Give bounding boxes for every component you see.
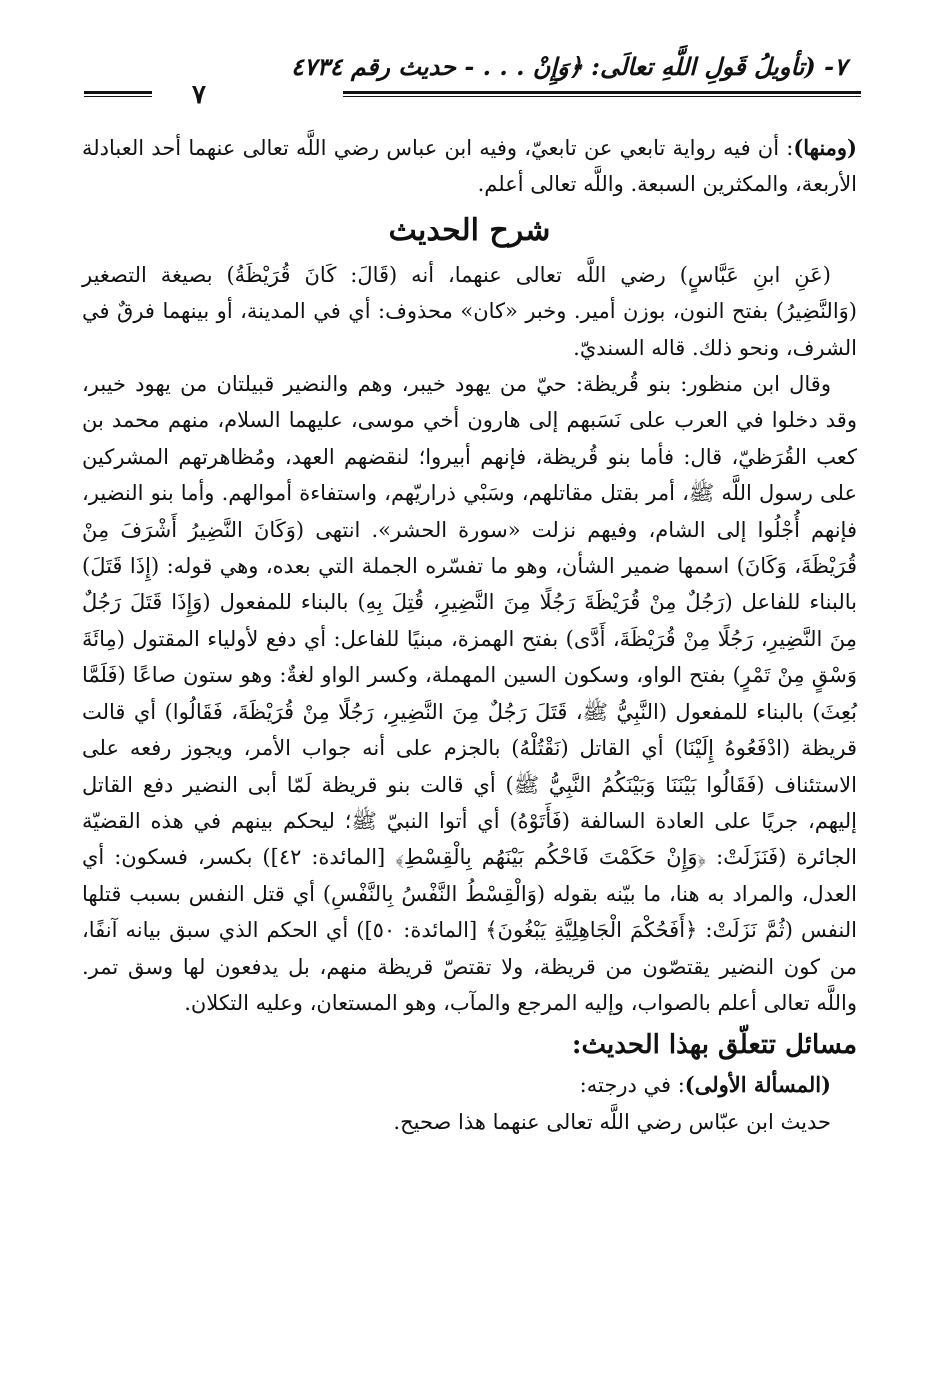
- sharh-paragraph-1: (عَنِ ابنِ عَبَّاسٍ) رضي اللَّه تعالى عنهما، أنه (قَالَ: كَانَ قُرَيْظَةُ) بصيغة التصغير (وَالنَّضِيرُ) بفتح النون، بوزن أمير. وخبر «كان» محذوف: أي في المدينة، أو بينهما فرقٌ في الشرف، ونحو ذلك. قاله السنديّ.: [82, 262, 857, 360]
- first-issue-lead: (المسألة الأولى): [684, 1072, 831, 1098]
- sharh-title: شرح الحديث: [388, 212, 551, 248]
- authenticity-statement: حديث ابن عبّاس رضي اللَّه تعالى عنهما هذا صحيح.: [393, 1109, 831, 1134]
- first-issue-paragraph: [82, 1067, 857, 1103]
- intro-paragraph: [82, 130, 857, 203]
- header-left-rule-thick: [84, 91, 152, 94]
- header-rule-thin: [343, 96, 861, 97]
- intro-lead: (ومنها): [793, 135, 857, 160]
- running-header-title: ٧- (تأويلُ قَولِ اللَّهِ تعالَى: ﴿وَإِنْ . . . - حديث رقم ٤٧٣٤: [290, 52, 847, 81]
- page-number: ٧: [192, 80, 206, 110]
- sharh-paragraph-2: وقال ابن منظور: بنو قُريظة: حيّ من يهود خيبر، وهم والنضير قبيلتان من يهود خيبر، وقد دخلوا في العرب على نَسَبهم إلى هارون أخي موسى، عليهما السلام، منهم محمد بن كعب القُرَظيّ، قال: فأما بنو قُريظة، فإنهم أبيروا؛ لنقضهم العهد، ومُظاهرتهم المشركين على رسول اللَّه ﷺ، أمر بقتل مقاتلهم، وسَبْي ذراريّهم، واستفاءة أموالهم. وأما بنو النضير، فإنهم أُجْلُوا إلى الشام، وفيهم نزلت «سورة الحشر». انتهى (وَكَانَ النَّضِيرُ أَشْرَفَ مِنْ قُرَيْظَةَ، وَكَانَ) اسمها ضمير الشأن، وهو ما تفسّره الجملة التي بعده، وهي قوله: (إِذَا قَتَلَ) بالبناء للفاعل (رَجُلٌ مِنْ قُرَيْظَةَ رَجُلًا مِنَ النَّضِيرِ، قُتِلَ بِهِ) بالبناء للمفعول (وَإِذَا قَتَلَ رَجُلٌ مِنَ النَّضِيرِ، رَجُلًا مِنْ قُرَيْظَةَ، أَدَّى) بفتح الهمزة، مبنيًا للفاعل: أي دفع لأولياء المقتول (مِائَةَ وَسْقٍ مِنْ تَمْرٍ) بفتح الواو، وسكون السين المهملة، وكسر الواو لغةٌ: وهو ستون صاعًا (فَلَمَّا بُعِثَ) بالبناء للمفعول (النَّبِيُّ ﷺ، قَتَلَ رَجُلٌ مِنَ النَّضِيرِ، رَجُلًا مِنْ قُرَيْظَةَ، فَقَالُوا) أي قالت قريظة (ادْفَعُوهُ إِلَيْنَا) أي القاتل (نَقْتُلْهُ) بالجزم على أنه جواب الأمر، ويجوز رفعه على الاستئناف (فَقَالُوا بَيْنَنَا وَبَيْنَكُمُ النَّبِيُّ ﷺ) أي قالت بنو قريظة لَمّا أبى النضير دفع القاتل إليهم، جريًا على العادة السالفة (فَأَتَوْهُ) أي أتوا النبيّ ﷺ؛ ليحكم بينهم في هذه القضيّة الجائرة (فَنَزَلَتْ: ﴿وَإِنْ حَكَمْتَ فَاحْكُم بَيْنَهُم بِالْقِسْطِ﴾ [المائدة: ٤٢]) بكسر، فسكون: أي العدل، والمراد به هنا، ما بيّنه بقوله (وَالْقِسْطُ النَّفْسُ بِالنَّفْسِ) أي قتل النفس بسبب قتلها النفس (ثُمَّ نَزَلَتْ: ﴿أَفَحُكْمَ الْجَاهِلِيَّةِ يَبْغُونَ﴾ [المائدة: ٥٠]) أي الحكم الذي سبق بيانه آنفًا، من كون النضير يقتصّون من قريظة، ولا تقتصّ قريظة منهم، بل يدفعون لها وسق تمر. واللَّه تعالى أعلم بالصواب، وإليه المرجع والمآب، وهو المستعان، وعليه التكلان.: [82, 372, 857, 1015]
- header-rule-thick: [343, 91, 861, 94]
- first-issue-text: : في درجته:: [579, 1073, 685, 1098]
- page-body: [82, 130, 857, 1140]
- intro-text: : أن فيه رواية تابعي عن تابعيّ، وفيه ابن عباس رضي اللَّه تعالى عنهما أحد العبادلة الأربعة، والمكثرين السبعة. واللَّه تعالى أعلم.: [82, 136, 857, 197]
- masail-heading: مسائل تتعلّق بهذا الحديث:: [571, 1030, 857, 1061]
- header-left-rule-thin: [84, 96, 152, 97]
